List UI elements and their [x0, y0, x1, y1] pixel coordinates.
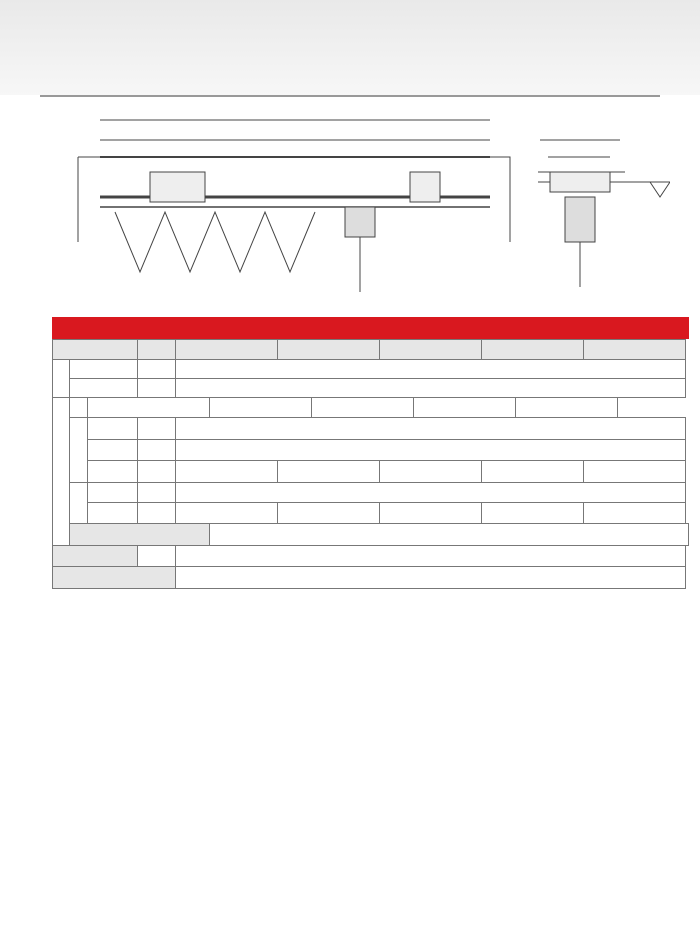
- lift-height-value: [176, 418, 686, 440]
- table-banner: [52, 317, 689, 339]
- table-row: [53, 524, 689, 546]
- table-row: [53, 503, 689, 524]
- hoist-model-value: [312, 398, 414, 418]
- lift-power-value: [380, 461, 482, 483]
- travel-motor-unit: [138, 379, 176, 398]
- hoist-travel-power-unit: [138, 503, 176, 524]
- building-walls: [78, 157, 510, 242]
- spec-table-body: [53, 340, 689, 589]
- travel-speed-value: [176, 360, 686, 379]
- side-view: [538, 140, 670, 287]
- hoist-model-value: [516, 398, 618, 418]
- travel-motor-label: [70, 379, 138, 398]
- table-row: [53, 567, 689, 589]
- header-band: [0, 0, 700, 95]
- ibeam-value: [176, 567, 686, 589]
- lift-power-value: [584, 461, 686, 483]
- table-row: [53, 379, 689, 398]
- capacity-value: [278, 340, 380, 360]
- travel-speed-label: [70, 360, 138, 379]
- table-row: [53, 360, 689, 379]
- crane-drawing: [60, 112, 670, 297]
- hoist-travel-power-value: [482, 503, 584, 524]
- end-carriage-right: [410, 172, 440, 202]
- end-carriage-left: [150, 172, 205, 202]
- table-row: [53, 398, 689, 418]
- side-carriage: [550, 172, 610, 192]
- lift-speed-label: [88, 440, 138, 461]
- hoist-travel-group: [70, 483, 88, 524]
- table-row: [53, 440, 689, 461]
- travel-speed-unit: [138, 360, 176, 379]
- wheel-unit: [138, 546, 176, 567]
- wheel-value: [176, 546, 686, 567]
- hoist-travel-power-value: [176, 503, 278, 524]
- hoist-travel-power-value: [380, 503, 482, 524]
- lift-speed-unit: [138, 440, 176, 461]
- hoist-model-value: [210, 398, 312, 418]
- lift-group: [70, 418, 88, 483]
- table-row: [53, 340, 689, 360]
- hoist-model-value: [88, 398, 210, 418]
- capacity-unit: [138, 340, 176, 360]
- table-row: [53, 418, 689, 440]
- cable-festoon: [115, 212, 315, 272]
- table-row: [53, 546, 689, 567]
- spec-table: [52, 339, 689, 589]
- hoist-model-label: [70, 398, 88, 418]
- lift-speed-value: [176, 440, 686, 461]
- hoist-model-value: [414, 398, 516, 418]
- hoist-travel-speed-unit: [138, 483, 176, 503]
- travel-motor-value: [176, 379, 686, 398]
- capacity-value: [482, 340, 584, 360]
- lift-height-label: [88, 418, 138, 440]
- hoist-travel-power-value: [278, 503, 380, 524]
- duty-value: [210, 524, 689, 546]
- front-view: [78, 120, 510, 292]
- hoist-group: [53, 398, 70, 546]
- side-hoist: [565, 197, 595, 242]
- lift-power-value: [176, 461, 278, 483]
- hoist-body: [345, 207, 375, 237]
- wheel-label: [53, 546, 138, 567]
- hoist-travel-power-value: [584, 503, 686, 524]
- capacity-value: [584, 340, 686, 360]
- hoist-travel-power-label: [88, 503, 138, 524]
- hoist-travel-speed-value: [176, 483, 686, 503]
- header-divider: [40, 95, 660, 97]
- duty-label: [70, 524, 210, 546]
- hoist-travel-speed-label: [88, 483, 138, 503]
- lift-power-label: [88, 461, 138, 483]
- capacity-value: [380, 340, 482, 360]
- table-row: [53, 461, 689, 483]
- table-row: [53, 483, 689, 503]
- lift-power-unit: [138, 461, 176, 483]
- capacity-label: [53, 340, 138, 360]
- lift-power-value: [278, 461, 380, 483]
- travel-group: [53, 360, 70, 398]
- lift-power-value: [482, 461, 584, 483]
- lift-height-unit: [138, 418, 176, 440]
- capacity-value: [176, 340, 278, 360]
- ibeam-label: [53, 567, 176, 589]
